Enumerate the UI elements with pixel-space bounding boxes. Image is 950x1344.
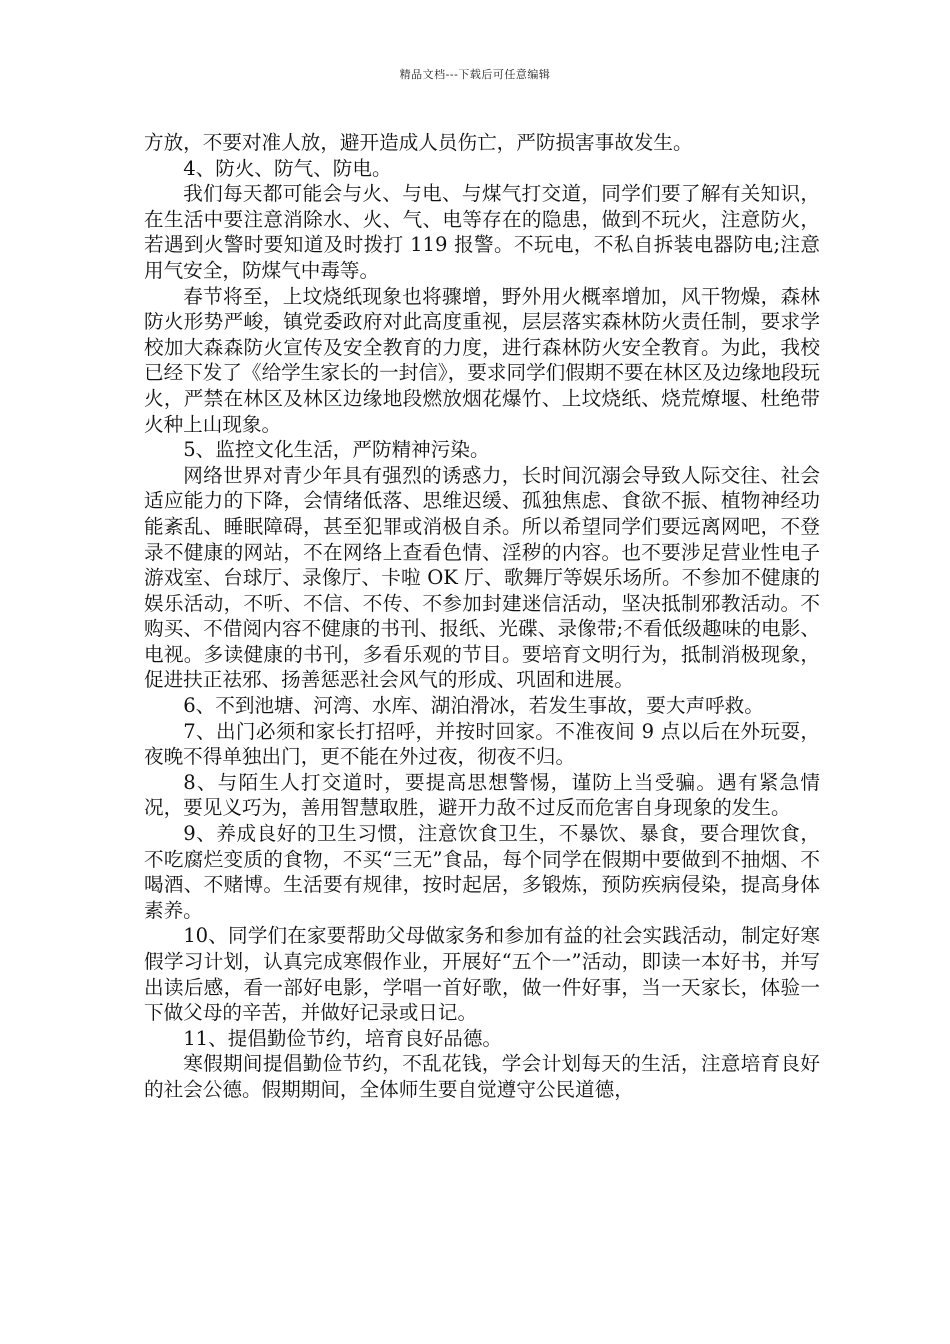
page-header: 精品文档---下载后可任意编辑 xyxy=(399,68,551,81)
paragraph: 寒假期间提倡勤俭节约，不乱花钱，学会计划每天的生活，注意培育良好的社会公德。假期期间，全体师生要自觉遵守公民道德， xyxy=(144,1052,820,1101)
paragraph: 方放，不要对准人放，避开造成人员伤亡，严防损害事故发生。 xyxy=(144,131,693,154)
paragraph: 10、同学们在家要帮助父母做家务和参加有益的社会实践活动，制定好寒假学习计划，认真完成寒假作业，开展好“五个一”活动，即读一本好书，并写出读后感，看一部好电影，学唱一首好歌，做一件好事，当一天家长，体验一下做父母的辛苦，并做好记录或日记。 xyxy=(144,924,820,1025)
paragraph: 春节将至，上坟烧纸现象也将骤增，野外用火概率增加，风干物燥，森林防火形势严峻，镇党委政府对此高度重视，层层落实森林防火责任制，要求学校加大森森防火宣传及安全教育的力度，进行森林防火安全教育。为此，我校已经下发了《给学生家长的一封信》，要求同学们假期不要在林区及边缘地段玩火，严禁在林区及林区边缘地段燃放烟花爆竹、上坟烧纸、烧荒燎堰、杜绝带火种上山现象。 xyxy=(144,284,820,436)
paragraph: 8、与陌生人打交道时，要提高思想警惕，谨防上当受骗。遇有紧急情况，要见义巧为，善用智慧取胜，避开力敌不过反而危害自身现象的发生。 xyxy=(144,770,820,820)
paragraph: 7、出门必须和家长打招呼，并按时回家。不准夜间 9 点以后在外玩耍，夜晚不得单独出门，更不能在外过夜，彻夜不归。 xyxy=(144,719,820,769)
paragraph: 11、提倡勤俭节约，培育良好品德。 xyxy=(183,1026,503,1050)
paragraph: 网络世界对青少年具有强烈的诱惑力，长时间沉溺会导致人际交往、社会适应能力的下降，会情绪低落、思维迟缓、孤独焦虑、食欲不振、植物神经功能紊乱、睡眠障碍，甚至犯罪或消极自杀。所以希望同学们要远离网吧，不登录不健康的网站，不在网络上查看色情、淫秽的内容。也不要涉足营业性电子游戏室、台球厅、录像厅、卡啦 OK 厅、歌舞厅等娱乐场所。不参加不健康的娱乐活动，不听、不信、不传、不参加封建迷信活动，坚决抵制邪教活动。不购买、不借阅内容不健康的书刊、报纸、光碟、录像带;不看低级趣味的电影、电视。多读健康的书刊，多看乐观的节目。要培育文明行为，抵制消极现象，促进扶正祛邪、扬善惩恶社会风气的形成、巩固和进展。 xyxy=(144,463,820,692)
paragraph: 6、不到池塘、河湾、水库、湖泊滑冰，若发生事故，要大声呼救。 xyxy=(183,694,764,718)
paragraph: 我们每天都可能会与火、与电、与煤气打交道，同学们要了解有关知识，在生活中要注意消除水、火、气、电等存在的隐患，做到不玩火，注意防火，若遇到火警时要知道及时拨打 119 报警。不玩电，不私自拆装电器防电;注意用气安全，防煤气中毒等。 xyxy=(144,182,820,282)
paragraph: 4、防火、防气、防电。 xyxy=(183,156,392,180)
paragraph: 9、养成良好的卫生习惯，注意饮食卫生，不暴饮、暴食，要合理饮食，不吃腐烂变质的食物，不买“三无”食品，每个同学在假期中要做到不抽烟、不喝酒、不赌博。生活要有规律，按时起居，多锻炼，预防疾病侵染，提高身体素养。 xyxy=(144,822,820,922)
document-body xyxy=(144,130,820,1103)
paragraph: 5、监控文化生活，严防精神污染。 xyxy=(183,438,490,462)
